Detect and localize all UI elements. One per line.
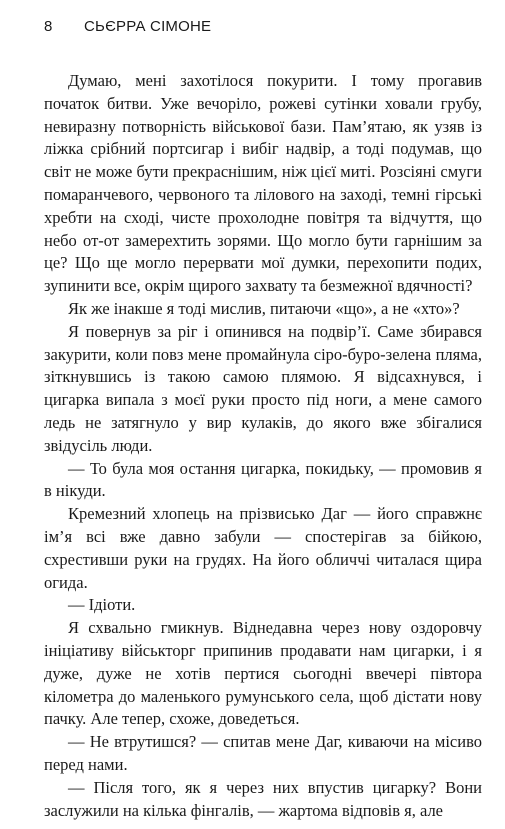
page-number: 8 [44, 18, 53, 35]
paragraph: — То була моя остання цигарка, покидьку, — промовив я в нікуди. [44, 458, 482, 501]
paragraph: Я повернув за ріг і опинився на подвір’ї. Саме збирався закурити, коли повз мене промайнула сіро-буро-зелена пляма, зіткнувшись із такою самою плямою. Я відсахнувся, і цигарка випала з моєї руки просто під ноги, а мене самого ледь не затягнуло у вир кулаків, до якого вже збігалися звідусіль люди. [44, 321, 482, 455]
paragraph: Кремезний хлопець на прізвисько Даг — його справжнє ім’я всі вже давно забули — спостерігав за бійкою, схрестивши руки на грудях. На його обличчі читалася щира огида. [44, 504, 482, 592]
paragraph: Думаю, мені захотілося покурити. І тому прогавив початок битви. Уже вечоріло, рожеві сутінки ховали грубу, невиразну потворність військової бази. Пам’ятаю, як узяв із ліжка срібний портсигар і вибіг надвір, а тоді подумав, що світ не може бути прекраснішим, ніж цієї миті. Розсіяні смуги помаранчевого, червоного та лілового на заході, темні гірські хребти на сході, чисте прохолодне повітря та відчуття, що небо от-от замерехтить зорями. Що могло бути гарнішим за це? Що ще могло перервати мої думки, перехопити подих, зупинити все, окрім щирого захвату та безмежної вдячності? [44, 71, 482, 296]
paragraph: — Ідіоти. [68, 595, 136, 615]
paragraph: — Не втрутишся? — спитав мене Даг, киваючи на місиво перед нами. [44, 732, 482, 774]
paragraph: Як же інакше я тоді мислив, питаючи «що», а не «хто»? [68, 298, 460, 318]
paragraph: — Після того, як я через них впустив цигарку? Вони заслужили на кілька фінгалів, — жартома відповів я, але [44, 777, 482, 820]
running-header [44, 18, 211, 35]
paragraph: Я схвально гмикнув. Віднедавна через нову оздоровчу ініціативу військторг припинив продавати нам цигарки, і я дуже, дуже не хотів пертися сьогодні ввечері півтора кілометра до маленького румунського села, щоб дістати нову пачку. Але тепер, схоже, доведеться. [44, 618, 482, 729]
body-text [44, 70, 482, 822]
author-name: СЬЄРРА СІМОНЕ [84, 18, 212, 35]
